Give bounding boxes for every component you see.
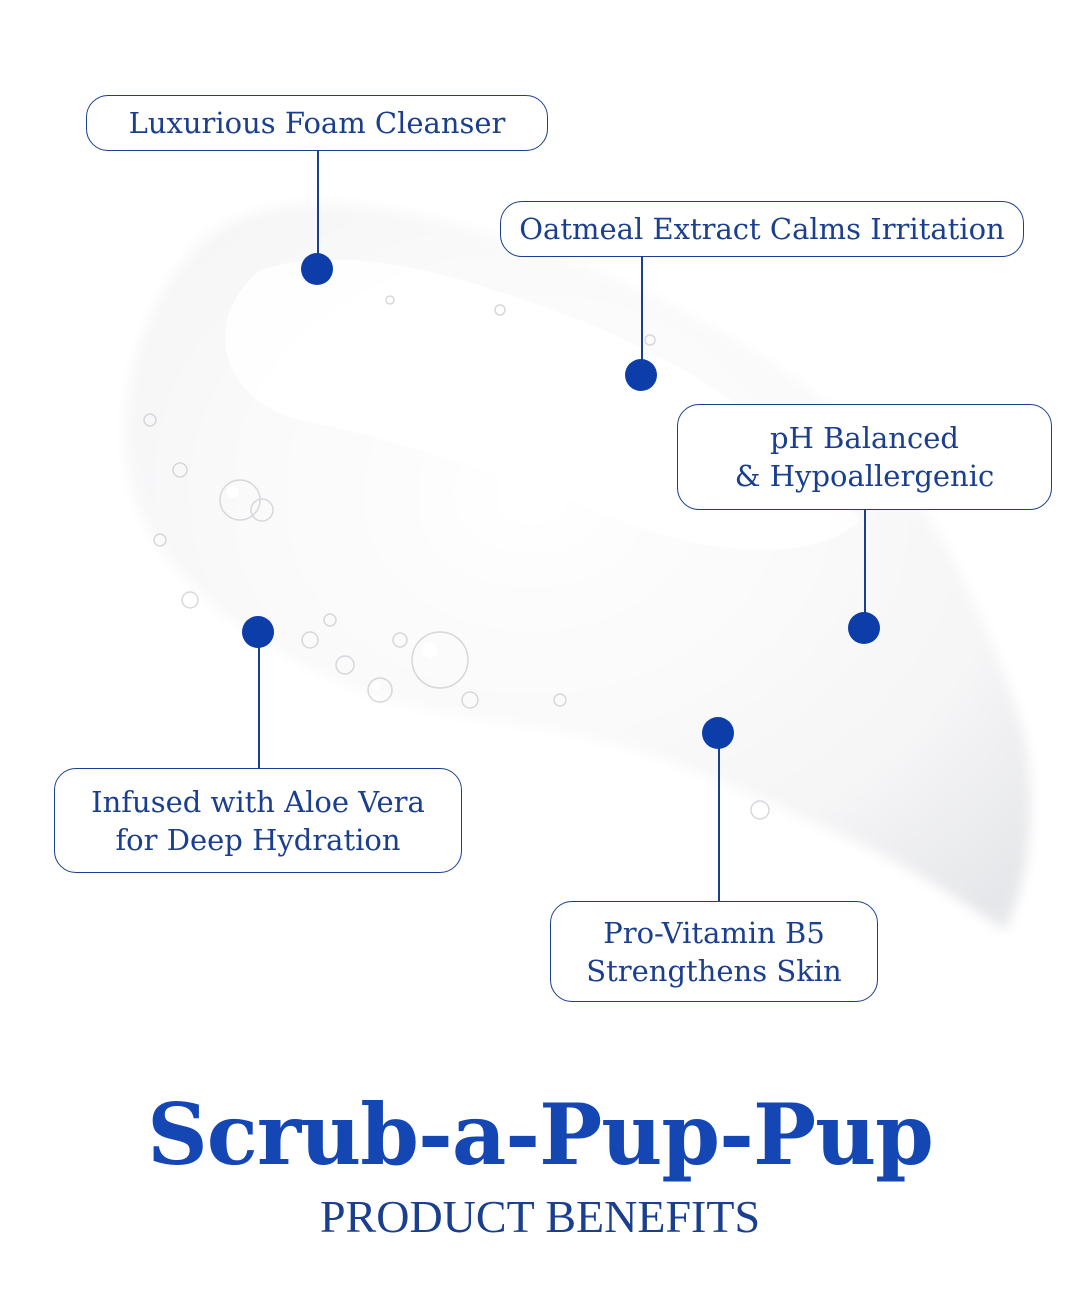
callout-foam-cleanser (86, 95, 548, 151)
leader-line (864, 510, 866, 620)
leader-line (641, 257, 643, 365)
callout-text-line: pH Balanced (770, 421, 959, 455)
product-subtitle: PRODUCT BENEFITS (319, 1191, 761, 1242)
leader-line (317, 151, 319, 261)
callout-text-line: Infused with Aloe Vera (91, 784, 425, 819)
marker-dot (301, 253, 333, 285)
callout-ph-balanced (677, 404, 1052, 510)
callout-text-line: Strengthens Skin (586, 953, 842, 988)
callout-pro-vitamin (550, 901, 878, 1002)
product-title: Scrub-a-Pup-Pup (147, 1085, 933, 1184)
marker-dot (242, 616, 274, 648)
callout-text-line: Luxurious Foam Cleanser (128, 106, 506, 140)
callout-text-line: Oatmeal Extract Calms Irritation (519, 212, 1005, 246)
leader-line (258, 645, 260, 768)
callout-text-line: Pro-Vitamin B5 (603, 915, 825, 950)
marker-dot (625, 359, 657, 391)
callout-text-line: for Deep Hydration (115, 822, 401, 857)
leader-line (718, 745, 720, 901)
callout-text-line: & Hypoallergenic (734, 459, 995, 493)
callout-oatmeal-extract (500, 201, 1024, 257)
callout-aloe-vera (54, 768, 462, 873)
marker-dot (848, 612, 880, 644)
marker-dot (702, 717, 734, 749)
